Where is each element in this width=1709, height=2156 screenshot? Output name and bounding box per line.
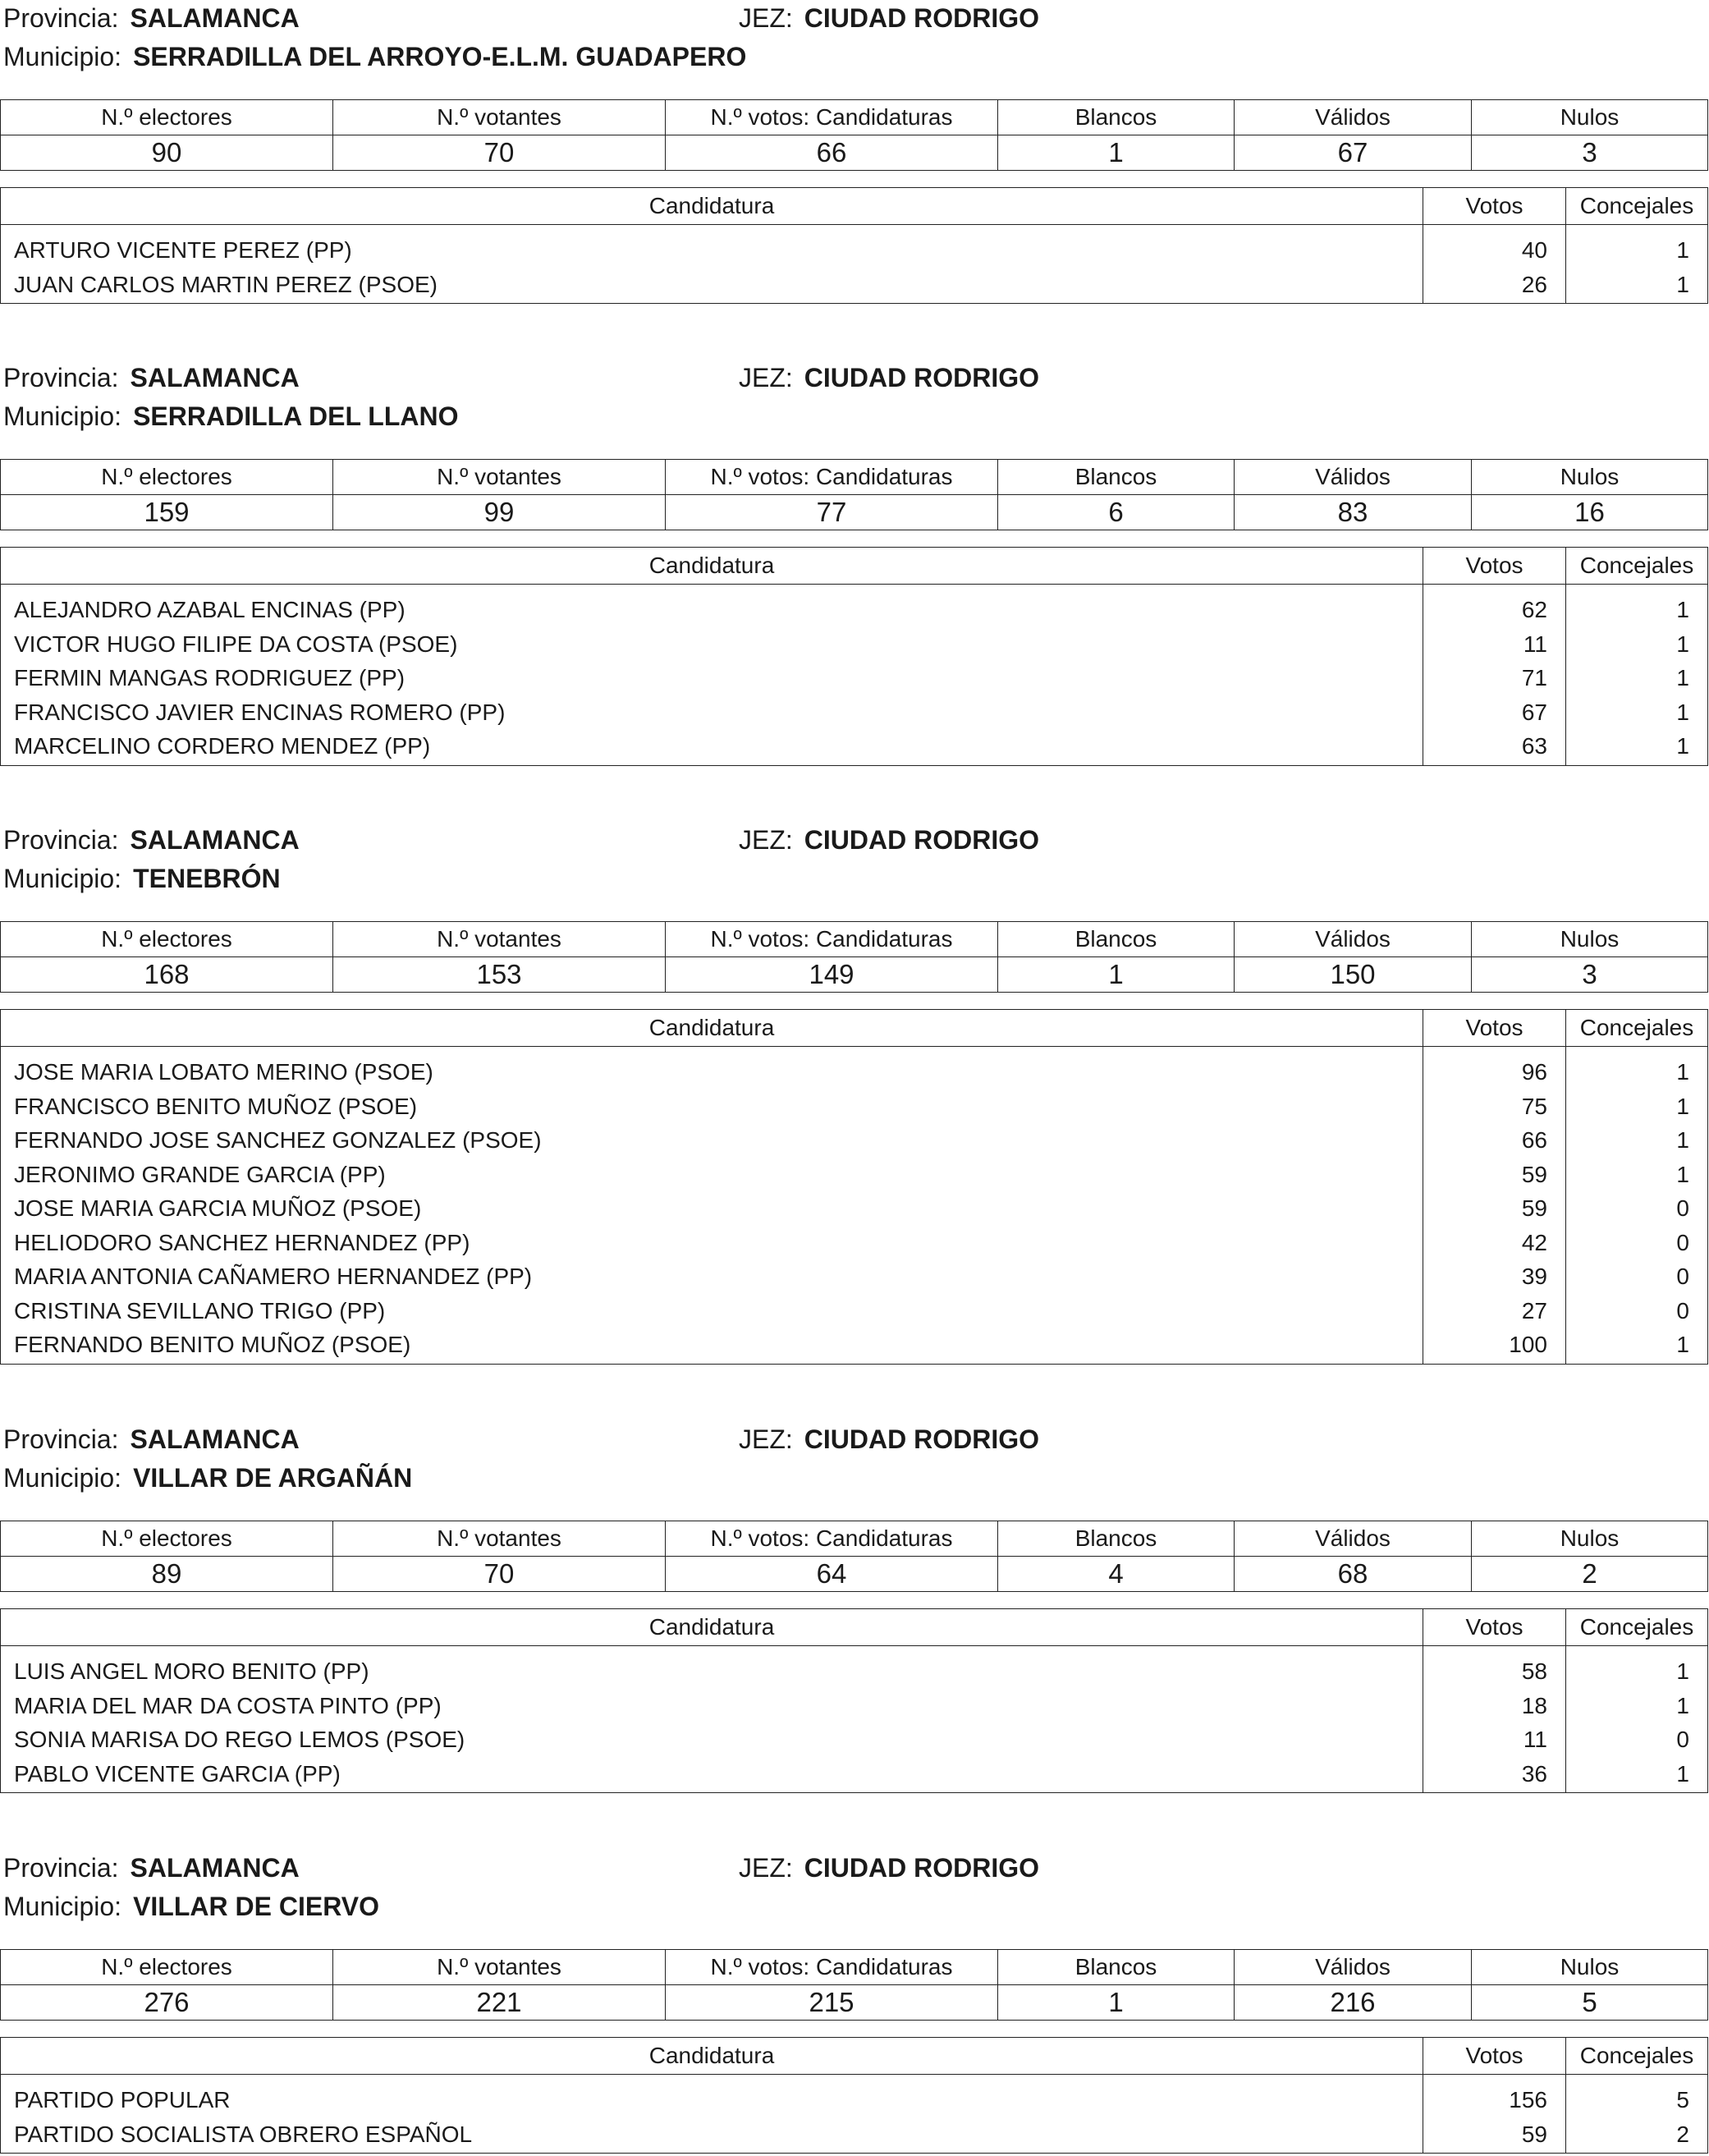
votantes-value: 70: [333, 135, 666, 171]
concejales-value: 1: [1676, 1059, 1689, 1085]
votantes-header: N.º votantes: [333, 460, 666, 495]
electores-value: 90: [1, 135, 333, 171]
concejales-value: 0: [1676, 1297, 1689, 1323]
concejales-value: 5: [1676, 2087, 1689, 2112]
municipio-line: [3, 40, 746, 73]
concejales-column: [1566, 1047, 1708, 1365]
concejales-value: 1: [1676, 1760, 1689, 1787]
blancos-value: 4: [998, 1557, 1235, 1592]
provincia-line: [3, 823, 300, 856]
jez-value: CIUDAD RODRIGO: [804, 1853, 1039, 1883]
concejales-value: 1: [1676, 1658, 1689, 1684]
votos-value: 100: [1509, 1332, 1547, 1357]
stats-header-row: [1, 1521, 1708, 1557]
votos-value: 62: [1521, 597, 1547, 622]
stats-table: [0, 459, 1708, 530]
nulos-value: 3: [1472, 957, 1708, 993]
votos-value: 36: [1521, 1760, 1547, 1787]
candidatura-name: FRANCISCO JAVIER ENCINAS ROMERO (PP): [14, 699, 506, 725]
candidatura-name: MARCELINO CORDERO MENDEZ (PP): [14, 733, 431, 759]
votos-value: 71: [1521, 665, 1547, 690]
votos-value: 11: [1523, 631, 1547, 657]
candidaturas-table: [0, 547, 1708, 766]
candidatura-name: JUAN CARLOS MARTIN PEREZ (PSOE): [14, 271, 438, 297]
nulos-value: 16: [1472, 495, 1708, 530]
jez-label: JEZ:: [739, 1853, 793, 1883]
concejales-value: 1: [1676, 665, 1689, 690]
concejales-value: 1: [1676, 1332, 1689, 1357]
concejales-value: 1: [1676, 631, 1689, 657]
votos-candidaturas-header: N.º votos: Candidaturas: [666, 460, 998, 495]
candidatura-header: Candidatura: [1, 548, 1423, 585]
candidatura-name: PABLO VICENTE GARCIA (PP): [14, 1760, 341, 1787]
municipio-line: [3, 862, 281, 895]
provincia-label: Provincia:: [3, 1853, 119, 1883]
electores-header: N.º electores: [1, 460, 333, 495]
nulos-value: 5: [1472, 1985, 1708, 2021]
validos-value: 68: [1235, 1557, 1472, 1592]
jez-line: [739, 2, 1039, 34]
votos-header: Votos: [1423, 1010, 1566, 1047]
blancos-value: 1: [998, 957, 1235, 993]
votos-value: 18: [1521, 1692, 1547, 1718]
provincia-line: [3, 1851, 300, 1884]
votos-value: 156: [1509, 2087, 1547, 2112]
votantes-value: 99: [333, 495, 666, 530]
jez-line: [739, 361, 1039, 394]
candidaturas-body: [1, 585, 1708, 766]
blancos-header: Blancos: [998, 1521, 1235, 1557]
votos-candidaturas-value: 66: [666, 135, 998, 171]
candidatura-name: ARTURO VICENTE PEREZ (PP): [14, 237, 352, 263]
votos-value: 66: [1521, 1127, 1547, 1153]
provincia-value: SALAMANCA: [130, 1424, 300, 1454]
nulos-value: 2: [1472, 1557, 1708, 1592]
votos-column: [1423, 1646, 1566, 1793]
candidatura-name: MARIA DEL MAR DA COSTA PINTO (PP): [14, 1692, 442, 1718]
concejales-column: [1566, 585, 1708, 766]
candidatura-name: JOSE MARIA LOBATO MERINO (PSOE): [14, 1059, 433, 1085]
municipio-label: Municipio:: [3, 864, 122, 893]
votos-value: 59: [1521, 1161, 1547, 1187]
provincia-value: SALAMANCA: [130, 825, 300, 855]
votos-value: 42: [1521, 1229, 1547, 1255]
nulos-header: Nulos: [1472, 460, 1708, 495]
nulos-header: Nulos: [1472, 1950, 1708, 1985]
municipio-line: [3, 1461, 412, 1494]
votos-candidaturas-value: 215: [666, 1985, 998, 2021]
votos-candidaturas-header: N.º votos: Candidaturas: [666, 100, 998, 135]
candidaturas-header-row: [1, 2038, 1708, 2075]
blancos-value: 1: [998, 1985, 1235, 2021]
nulos-header: Nulos: [1472, 100, 1708, 135]
concejales-column: [1566, 225, 1708, 304]
votantes-header: N.º votantes: [333, 922, 666, 957]
votos-candidaturas-value: 64: [666, 1557, 998, 1592]
provincia-label: Provincia:: [3, 1424, 119, 1454]
jez-line: [739, 1851, 1039, 1884]
concejales-header: Concejales: [1566, 548, 1708, 585]
candidaturas-body: [1, 2075, 1708, 2154]
blancos-value: 6: [998, 495, 1235, 530]
blancos-header: Blancos: [998, 922, 1235, 957]
provincia-value: SALAMANCA: [130, 1853, 300, 1883]
candidatura-name: CRISTINA SEVILLANO TRIGO (PP): [14, 1297, 386, 1323]
provincia-line: [3, 2, 300, 34]
jez-line: [739, 823, 1039, 856]
votos-value: 27: [1521, 1297, 1547, 1323]
votos-value: 11: [1523, 1727, 1547, 1752]
electores-value: 276: [1, 1985, 333, 2021]
candidatura-name: FERNANDO BENITO MUÑOZ (PSOE): [14, 1332, 411, 1357]
jez-label: JEZ:: [739, 3, 793, 33]
municipio-line: [3, 1890, 379, 1923]
stats-table: [0, 921, 1708, 993]
candidaturas-header-row: [1, 188, 1708, 225]
candidatura-names: [1, 225, 1423, 304]
votos-header: Votos: [1423, 1609, 1566, 1646]
validos-header: Válidos: [1235, 922, 1472, 957]
stats-value-row: [1, 135, 1708, 171]
votos-column: [1423, 585, 1566, 766]
jez-value: CIUDAD RODRIGO: [804, 1424, 1039, 1454]
concejales-value: 0: [1676, 1727, 1689, 1752]
validos-header: Válidos: [1235, 100, 1472, 135]
candidaturas-header-row: [1, 1609, 1708, 1646]
votantes-value: 70: [333, 1557, 666, 1592]
candidaturas-body: [1, 225, 1708, 304]
electores-value: 159: [1, 495, 333, 530]
candidatura-names: [1, 585, 1423, 766]
municipio-label: Municipio:: [3, 401, 122, 431]
concejales-value: 1: [1676, 1093, 1689, 1119]
candidatura-name: HELIODORO SANCHEZ HERNANDEZ (PP): [14, 1229, 470, 1255]
candidatura-names: [1, 1646, 1423, 1793]
concejales-column: [1566, 1646, 1708, 1793]
validos-value: 83: [1235, 495, 1472, 530]
concejales-value: 1: [1676, 733, 1689, 759]
candidaturas-table: [0, 1608, 1708, 1793]
candidatura-name: PARTIDO SOCIALISTA OBRERO ESPAÑOL: [14, 2121, 473, 2147]
stats-table: [0, 1521, 1708, 1592]
votos-value: 39: [1521, 1264, 1547, 1289]
concejales-value: 1: [1676, 597, 1689, 622]
candidatura-header: Candidatura: [1, 188, 1423, 225]
votos-value: 59: [1521, 1195, 1547, 1221]
votos-candidaturas-value: 77: [666, 495, 998, 530]
candidaturas-body: [1, 1047, 1708, 1365]
municipio-label: Municipio:: [3, 1892, 122, 1921]
votos-candidaturas-header: N.º votos: Candidaturas: [666, 922, 998, 957]
jez-line: [739, 1423, 1039, 1456]
votos-value: 96: [1521, 1059, 1547, 1085]
electores-header: N.º electores: [1, 922, 333, 957]
municipio-label: Municipio:: [3, 42, 122, 71]
stats-value-row: [1, 957, 1708, 993]
stats-header-row: [1, 922, 1708, 957]
blancos-header: Blancos: [998, 460, 1235, 495]
votos-value: 63: [1521, 733, 1547, 759]
concejales-value: 0: [1676, 1195, 1689, 1221]
municipio-name: VILLAR DE CIERVO: [133, 1892, 379, 1921]
electores-value: 89: [1, 1557, 333, 1592]
validos-header: Válidos: [1235, 1521, 1472, 1557]
concejales-value: 1: [1676, 1161, 1689, 1187]
candidatura-name: LUIS ANGEL MORO BENITO (PP): [14, 1658, 369, 1684]
votos-candidaturas-value: 149: [666, 957, 998, 993]
candidatura-name: PARTIDO POPULAR: [14, 2087, 231, 2112]
stats-header-row: [1, 1950, 1708, 1985]
jez-label: JEZ:: [739, 363, 793, 392]
jez-label: JEZ:: [739, 825, 793, 855]
candidatura-name: FERMIN MANGAS RODRIGUEZ (PP): [14, 665, 405, 690]
provincia-label: Provincia:: [3, 363, 119, 392]
votos-column: [1423, 2075, 1566, 2154]
candidatura-name: ALEJANDRO AZABAL ENCINAS (PP): [14, 597, 405, 622]
jez-label: JEZ:: [739, 1424, 793, 1454]
provincia-line: [3, 361, 300, 394]
candidaturas-body: [1, 1646, 1708, 1793]
candidatura-header: Candidatura: [1, 1010, 1423, 1047]
municipio-label: Municipio:: [3, 1463, 122, 1493]
concejales-header: Concejales: [1566, 188, 1708, 225]
blancos-value: 1: [998, 135, 1235, 171]
stats-value-row: [1, 495, 1708, 530]
municipio-name: TENEBRÓN: [133, 864, 281, 893]
votos-value: 40: [1521, 237, 1547, 263]
votos-column: [1423, 225, 1566, 304]
votantes-value: 153: [333, 957, 666, 993]
candidatura-header: Candidatura: [1, 1609, 1423, 1646]
electores-value: 168: [1, 957, 333, 993]
provincia-label: Provincia:: [3, 825, 119, 855]
validos-value: 67: [1235, 135, 1472, 171]
concejales-value: 1: [1676, 699, 1689, 725]
nulos-header: Nulos: [1472, 922, 1708, 957]
candidaturas-table: [0, 187, 1708, 304]
municipio-name: SERRADILLA DEL ARROYO-E.L.M. GUADAPERO: [133, 42, 747, 71]
stats-value-row: [1, 1985, 1708, 2021]
concejales-value: 0: [1676, 1264, 1689, 1289]
candidatura-name: FERNANDO JOSE SANCHEZ GONZALEZ (PSOE): [14, 1127, 542, 1153]
candidatura-name: VICTOR HUGO FILIPE DA COSTA (PSOE): [14, 631, 458, 657]
stats-value-row: [1, 1557, 1708, 1592]
electores-header: N.º electores: [1, 100, 333, 135]
concejales-value: 2: [1676, 2121, 1689, 2147]
nulos-header: Nulos: [1472, 1521, 1708, 1557]
candidatura-name: MARIA ANTONIA CAÑAMERO HERNANDEZ (PP): [14, 1264, 533, 1289]
provincia-value: SALAMANCA: [130, 3, 300, 33]
votos-value: 26: [1521, 271, 1547, 297]
concejales-value: 1: [1676, 271, 1689, 297]
votos-column: [1423, 1047, 1566, 1365]
votos-header: Votos: [1423, 2038, 1566, 2075]
candidaturas-header-row: [1, 1010, 1708, 1047]
candidaturas-table: [0, 1009, 1708, 1365]
nulos-value: 3: [1472, 135, 1708, 171]
validos-header: Válidos: [1235, 460, 1472, 495]
validos-header: Válidos: [1235, 1950, 1472, 1985]
electores-header: N.º electores: [1, 1950, 333, 1985]
municipio-name: SERRADILLA DEL LLANO: [133, 401, 459, 431]
municipio-line: [3, 400, 459, 433]
votos-value: 59: [1521, 2121, 1547, 2147]
candidaturas-header-row: [1, 548, 1708, 585]
concejales-header: Concejales: [1566, 1609, 1708, 1646]
provincia-line: [3, 1423, 300, 1456]
concejales-column: [1566, 2075, 1708, 2154]
votos-value: 67: [1521, 699, 1547, 725]
concejales-value: 1: [1676, 1692, 1689, 1718]
candidatura-name: SONIA MARISA DO REGO LEMOS (PSOE): [14, 1727, 465, 1752]
concejales-value: 0: [1676, 1229, 1689, 1255]
validos-value: 216: [1235, 1985, 1472, 2021]
electores-header: N.º electores: [1, 1521, 333, 1557]
validos-value: 150: [1235, 957, 1472, 993]
concejales-value: 1: [1676, 1127, 1689, 1153]
blancos-header: Blancos: [998, 100, 1235, 135]
jez-value: CIUDAD RODRIGO: [804, 3, 1039, 33]
votantes-header: N.º votantes: [333, 100, 666, 135]
concejales-header: Concejales: [1566, 2038, 1708, 2075]
votantes-value: 221: [333, 1985, 666, 2021]
candidatura-name: JERONIMO GRANDE GARCIA (PP): [14, 1161, 386, 1187]
concejales-value: 1: [1676, 237, 1689, 263]
jez-value: CIUDAD RODRIGO: [804, 825, 1039, 855]
votos-header: Votos: [1423, 188, 1566, 225]
stats-header-row: [1, 100, 1708, 135]
stats-table: [0, 1949, 1708, 2021]
votos-header: Votos: [1423, 548, 1566, 585]
jez-value: CIUDAD RODRIGO: [804, 363, 1039, 392]
votantes-header: N.º votantes: [333, 1521, 666, 1557]
votos-value: 75: [1521, 1093, 1547, 1119]
candidaturas-table: [0, 2037, 1708, 2154]
candidatura-name: JOSE MARIA GARCIA MUÑOZ (PSOE): [14, 1195, 422, 1221]
votantes-header: N.º votantes: [333, 1950, 666, 1985]
blancos-header: Blancos: [998, 1950, 1235, 1985]
concejales-header: Concejales: [1566, 1010, 1708, 1047]
candidatura-name: FRANCISCO BENITO MUÑOZ (PSOE): [14, 1093, 418, 1119]
candidatura-header: Candidatura: [1, 2038, 1423, 2075]
votos-value: 58: [1521, 1658, 1547, 1684]
provincia-value: SALAMANCA: [130, 363, 300, 392]
votos-candidaturas-header: N.º votos: Candidaturas: [666, 1950, 998, 1985]
stats-header-row: [1, 460, 1708, 495]
candidatura-names: [1, 2075, 1423, 2154]
candidatura-names: [1, 1047, 1423, 1365]
stats-table: [0, 99, 1708, 171]
municipio-name: VILLAR DE ARGAÑÁN: [133, 1463, 413, 1493]
provincia-label: Provincia:: [3, 3, 119, 33]
votos-candidaturas-header: N.º votos: Candidaturas: [666, 1521, 998, 1557]
